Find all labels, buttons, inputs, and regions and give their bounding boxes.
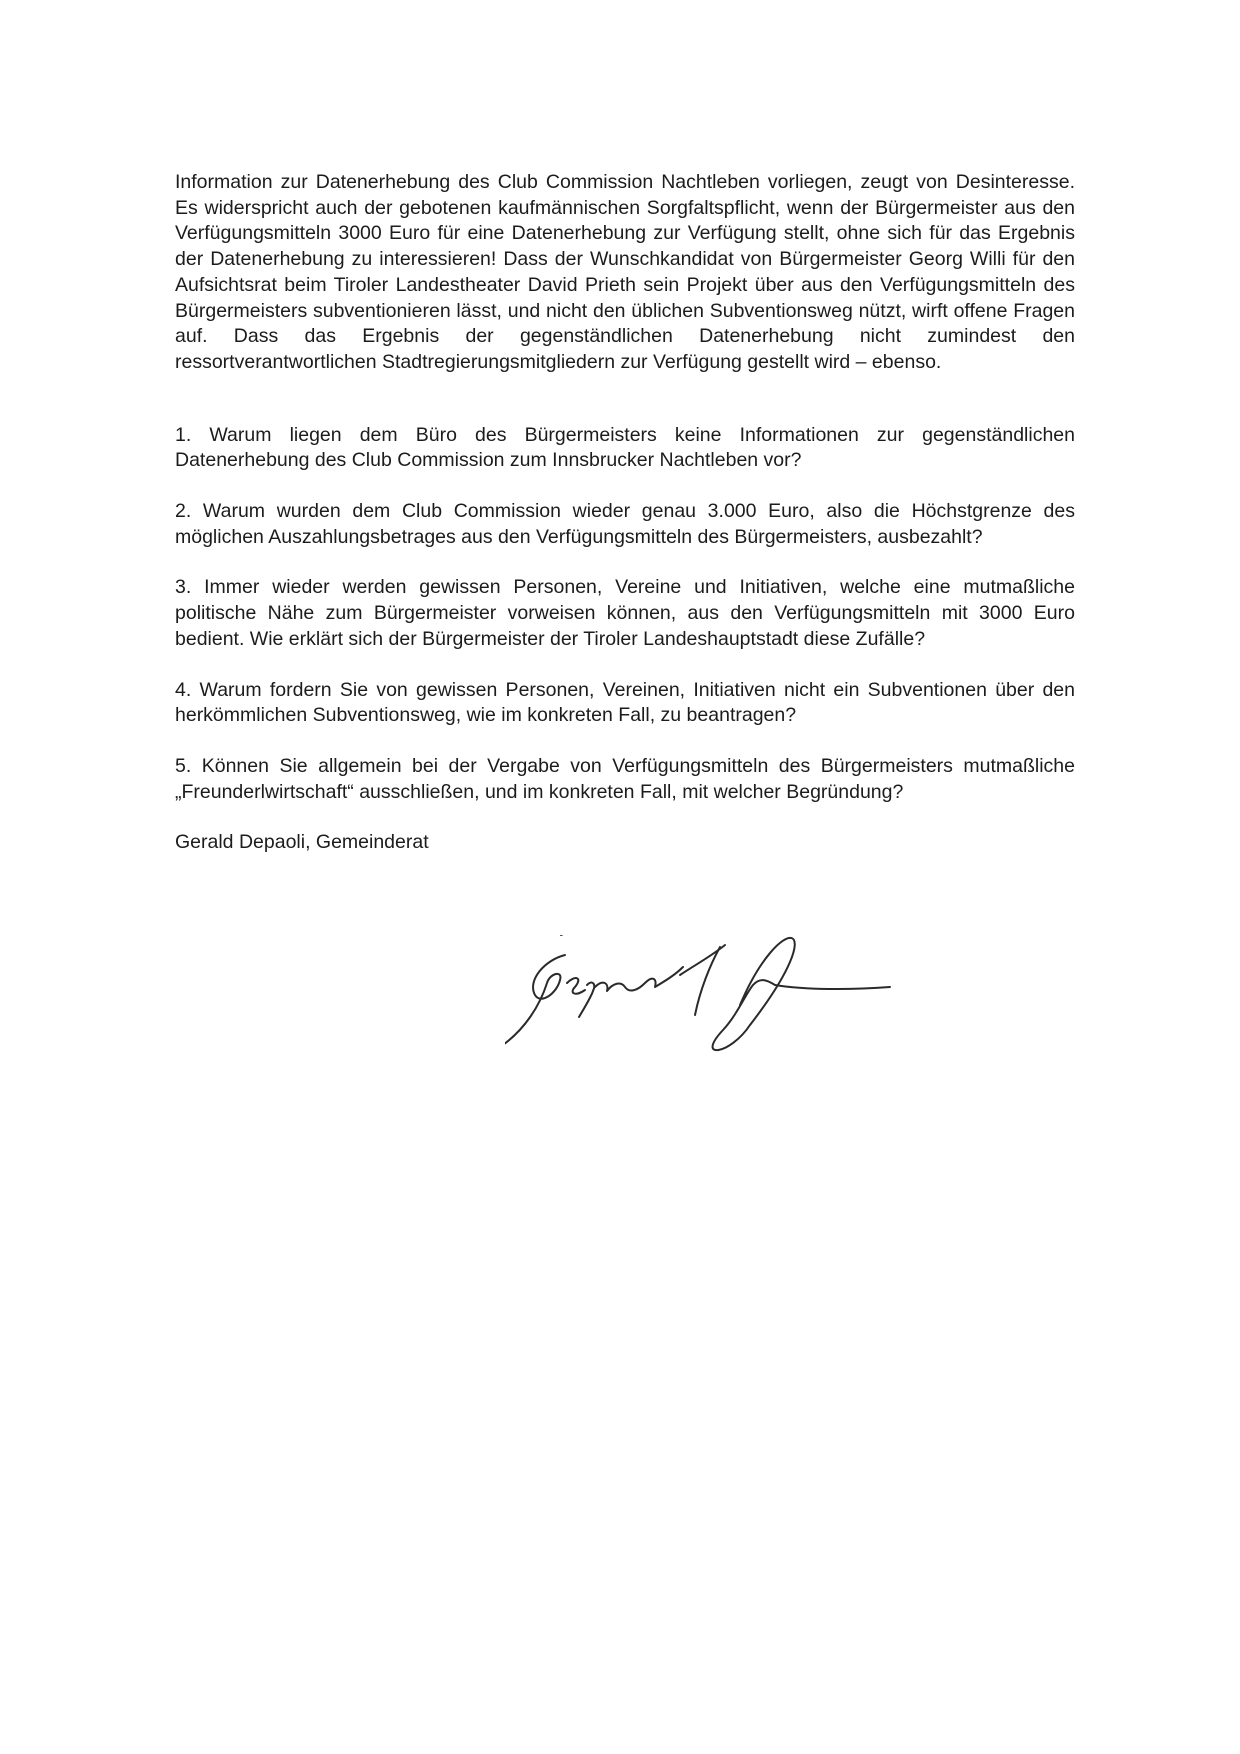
handwritten-signature (505, 935, 925, 1065)
question-2: 2. Warum wurden dem Club Commission wieder genau 3.000 Euro, also die Höchstgrenze des möglichen Auszahlungsbetrages aus den Verfügungsmitteln des Bürgermeisters, ausbezahlt? (175, 500, 1075, 548)
signoff-line: Gerald Depaoli, Gemeinderat (175, 831, 429, 854)
question-4: 4. Warum fordern Sie von gewissen Personen, Vereinen, Initiativen nicht ein Subventionen über den herkömmlichen Subventionsweg, wie im konkreten Fall, zu beantragen? (175, 678, 1075, 727)
question-5: 5. Können Sie allgemein bei der Vergabe von Verfügungsmitteln des Bürgermeisters mutmaßliche „Freunderlwirtschaft“ ausschließen, und im konkreten Fall, mit welcher Begründung? (175, 754, 1075, 803)
intro-paragraph: Information zur Datenerhebung des Club Commission Nachtleben vorliegen, zeugt von Desinteresse. Es widerspricht auch der gebotenen kaufmännischen Sorgfaltspflicht, wenn der Bürgermeister aus den Verfügungsmitteln 3000 Euro für eine Datenerhebung zur Verfügung stellt, ohne sich für das Ergebnis der Datenerhebung zu interessieren! Dass der Wunschkandidat von Bürgermeister Georg Willi für den Aufsichtsrat beim Tiroler Landestheater David Prieth sein Projekt über aus den Verfügungsmitteln des Bürgermeisters subventionieren lässt, und nicht den üblichen Subventionsweg nützt, wirft offene Fragen auf. Dass das Ergebnis der gegenständlichen Datenerhebung nicht zumindest den ressortverantwortlichen Stadtregierungsmitgliedern zur Verfügung gestellt wird – ebenso. (175, 171, 1075, 373)
question-3: 3. Immer wieder werden gewissen Personen, Vereine und Initiativen, welche eine mutmaßliche politische Nähe zum Bürgermeister vorweisen können, aus den Verfügungsmitteln mit 3000 Euro bedient. Wie erklärt sich der Bürgermeister der Tiroler Landeshauptstadt diese Zufälle? (175, 576, 1075, 650)
letter-body (175, 170, 1075, 856)
question-1: 1. Warum liegen dem Büro des Bürgermeisters keine Informationen zur gegenständlichen Datenerhebung des Club Commission zum Innsbrucker Nachtleben vor? (175, 423, 1075, 472)
